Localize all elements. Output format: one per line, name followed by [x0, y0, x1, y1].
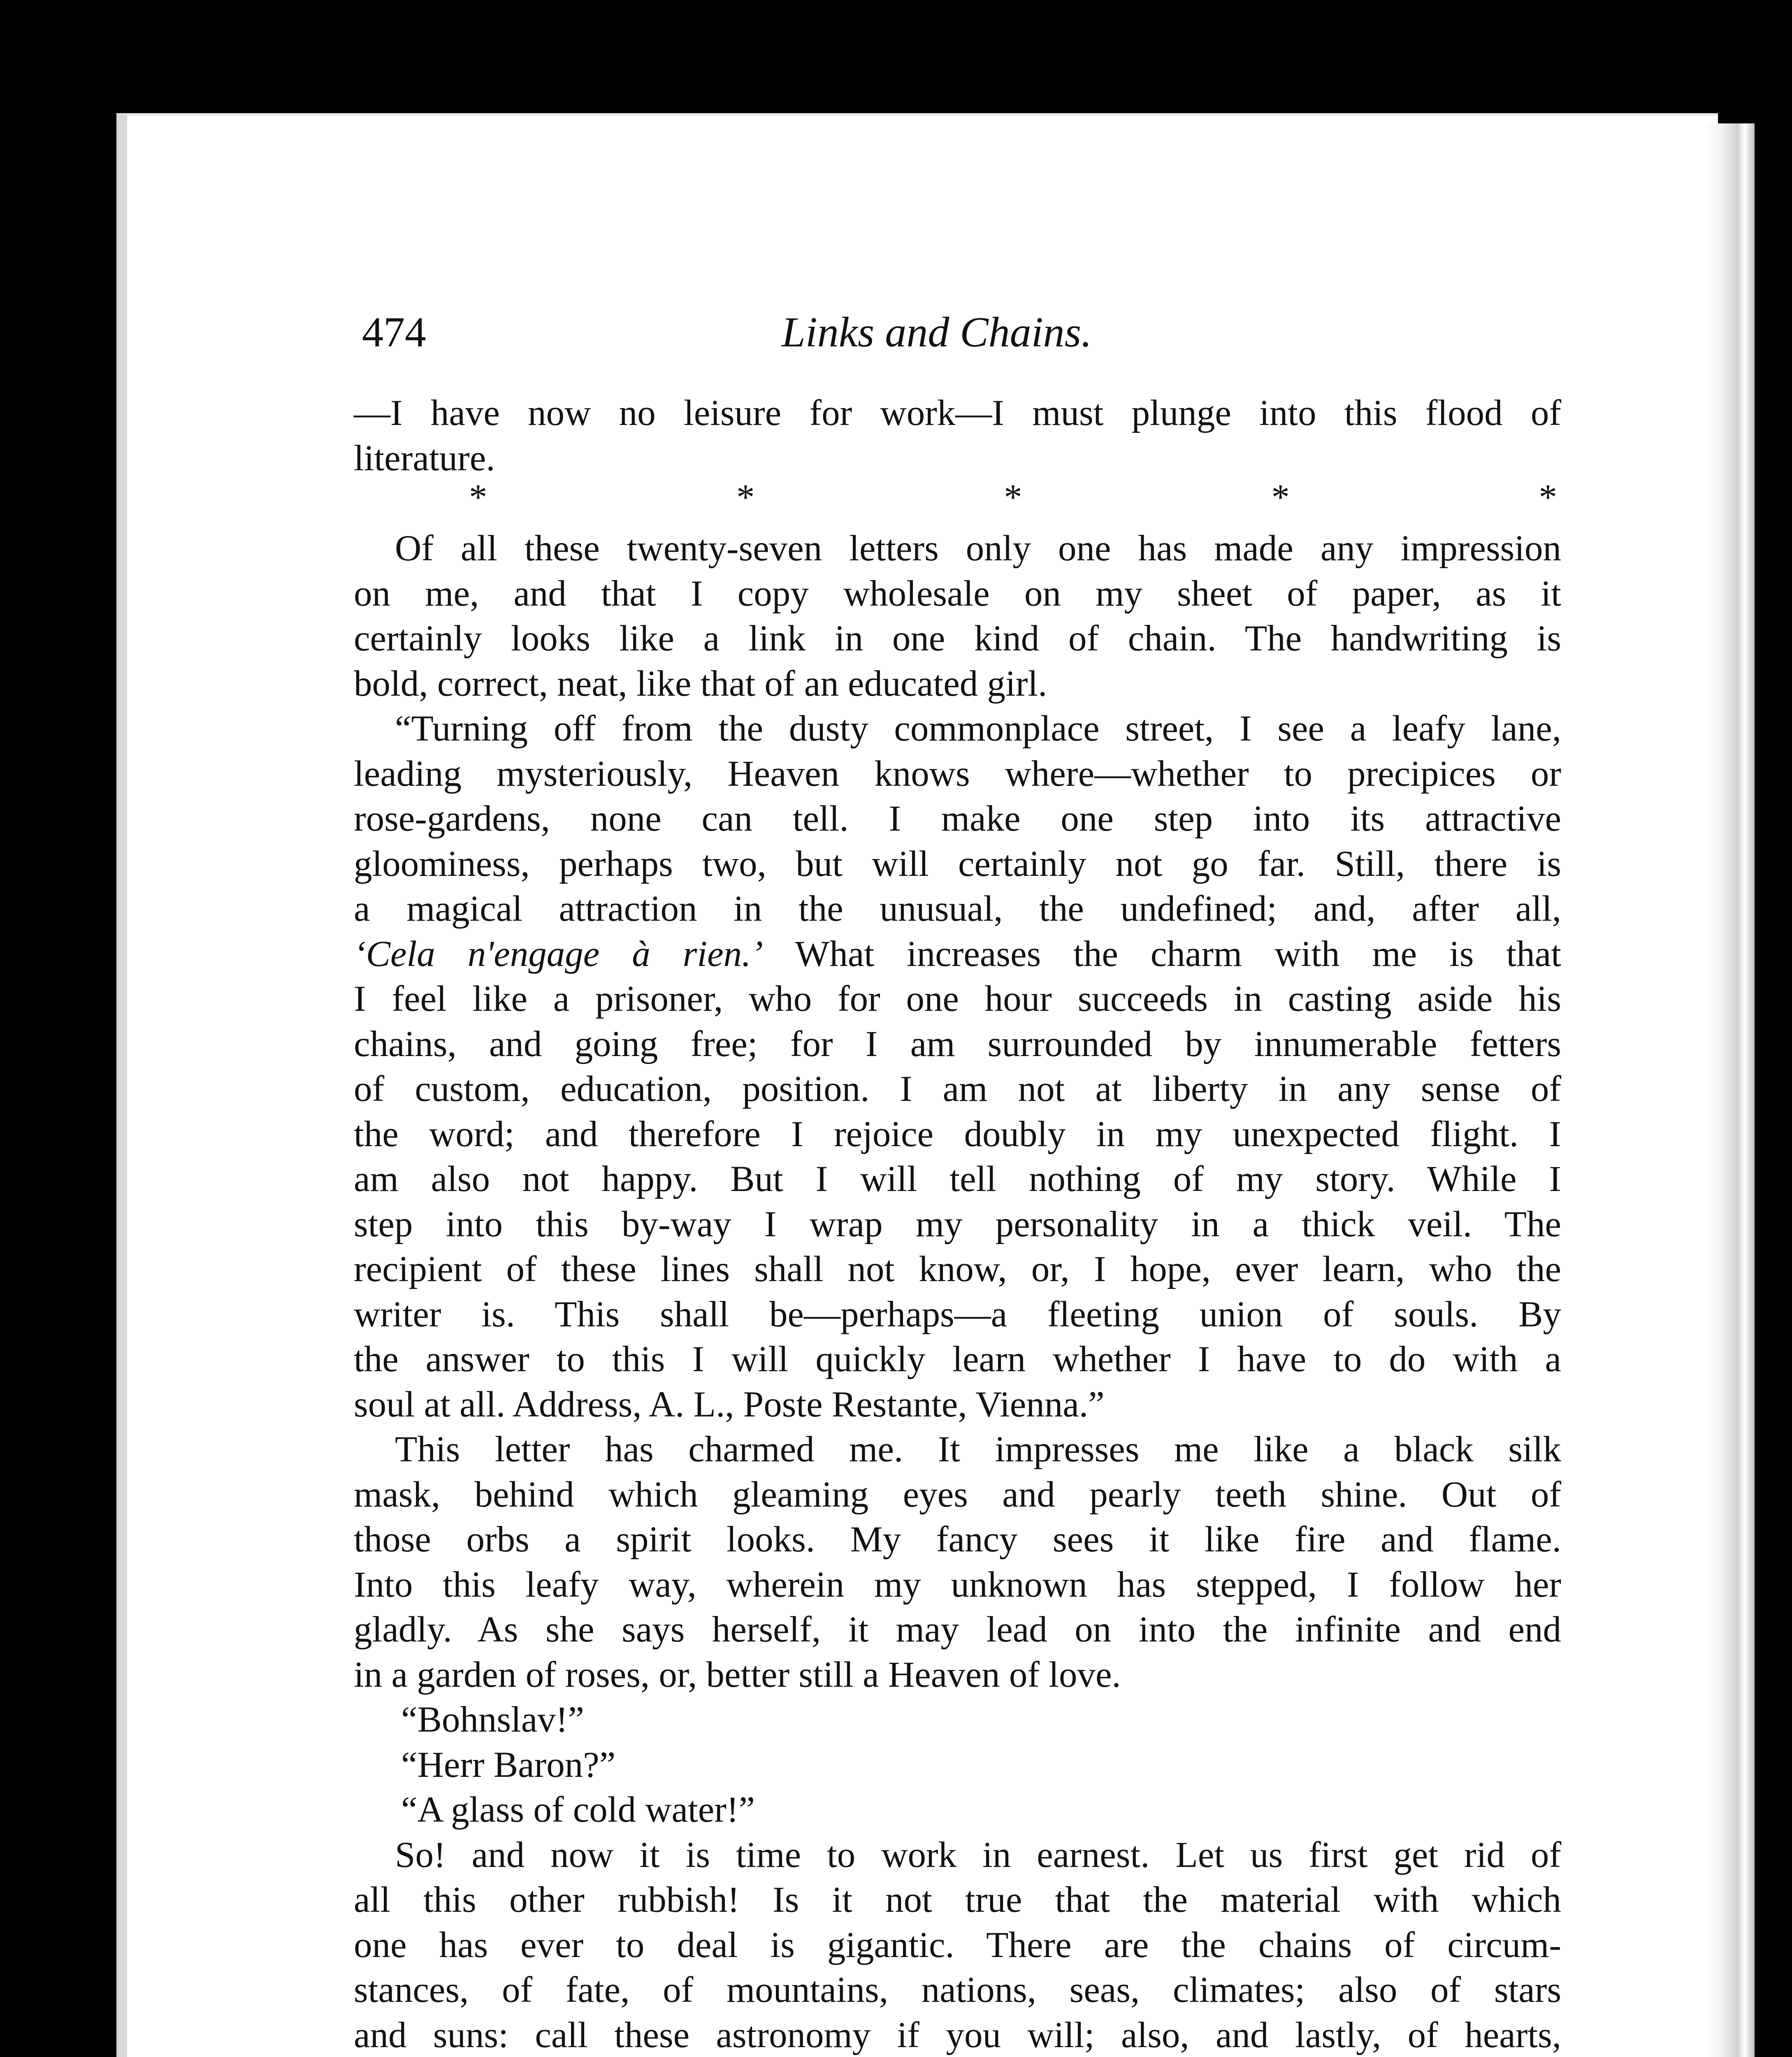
- text-line: writer is. This shall be—perhaps—a fleeting union of souls. By: [354, 1294, 1561, 1335]
- dialogue-line: “Herr Baron?”: [401, 1744, 616, 1785]
- dialogue-line: “Bohnslav!”: [401, 1699, 584, 1740]
- text-line: in a garden of roses, or, better still a Heaven of love.: [354, 1654, 1121, 1695]
- dialogue-line: “A glass of cold water!”: [401, 1790, 755, 1830]
- text-line: gladly. As she says herself, it may lead on into the infinite and end: [354, 1609, 1561, 1650]
- text-line: am also not happy. But I will tell nothing of my story. While I: [354, 1159, 1561, 1199]
- text-line: Of all these twenty-seven letters only one has made any impression: [395, 528, 1561, 569]
- text-line: step into this by-way I wrap my personality in a thick veil. The: [354, 1204, 1561, 1244]
- body-text: [354, 391, 1561, 2057]
- text-line: gloominess, perhaps two, but will certainly not go far. Still, there is: [354, 843, 1561, 884]
- text-line: mask, behind which gleaming eyes and pearly teeth shine. Out of: [354, 1474, 1561, 1515]
- text-line: stances, of fate, of mountains, nations, seas, climates; also of stars: [354, 1970, 1561, 2010]
- asterisk: *: [1539, 477, 1557, 518]
- text-line: Into this leafy way, wherein my unknown has stepped, I follow her: [354, 1564, 1561, 1605]
- text-line: those orbs a spirit looks. My fancy sees it like fire and flame.: [354, 1519, 1561, 1560]
- asterisk: *: [1271, 477, 1290, 518]
- text-line: recipient of these lines shall not know, or, I hope, ever learn, who the: [354, 1249, 1561, 1289]
- italic-phrase: ‘Cela n'engage à rien.’: [354, 933, 763, 974]
- running-title: Links and Chains.: [782, 309, 1092, 356]
- text-line: This letter has charmed me. It impresses me like a black silk: [395, 1429, 1561, 1470]
- text-line: the word; and therefore I rejoice doubly in my unexpected flight. I: [354, 1114, 1561, 1154]
- running-head: [362, 308, 1555, 374]
- text-line: So! and now it is time to work in earnest. Let us first get rid of: [395, 1834, 1561, 1875]
- text-line: the answer to this I will quickly learn whether I have to do with a: [354, 1339, 1561, 1379]
- text-line: all this other rubbish! Is it not true that the material with which: [354, 1880, 1561, 1920]
- text-line: a magical attraction in the unusual, the undefined; and, after all,: [354, 889, 1561, 929]
- text-line: soul at all. Address, A. L., Poste Restante, Vienna.”: [354, 1384, 1105, 1425]
- text-line: rose-gardens, none can tell. I make one step into its attractive: [354, 799, 1561, 839]
- text-line-remainder: What increases the charm with me is that: [795, 933, 1561, 974]
- text-line: —I have now no leisure for work—I must plunge into this flood of: [354, 393, 1561, 433]
- text-line: one has ever to deal is gigantic. There are the chains of circum-: [354, 1925, 1561, 1965]
- text-line: “Turning off from the dusty commonplace street, I see a leafy lane,: [395, 708, 1561, 749]
- text-line: I feel like a prisoner, who for one hour succeeds in casting aside his: [354, 979, 1561, 1019]
- section-break: [354, 477, 1561, 526]
- text-line: bold, correct, neat, like that of an educated girl.: [354, 663, 1047, 704]
- page-number: 474: [362, 309, 426, 356]
- asterisk: *: [736, 477, 755, 518]
- text-line: of custom, education, position. I am not at liberty in any sense of: [354, 1069, 1561, 1109]
- text-line: certainly looks like a link in one kind of chain. The handwriting is: [354, 618, 1561, 659]
- text-line: and suns: call these astronomy if you will; also, and lastly, of hearts,: [354, 2015, 1561, 2055]
- text-line: on me, and that I copy wholesale on my sheet of paper, as it: [354, 573, 1561, 614]
- asterisk: *: [469, 477, 487, 518]
- text-line: literature.: [354, 438, 495, 478]
- text-line: leading mysteriously, Heaven knows where—whether to precipices or: [354, 753, 1561, 794]
- page-edge: [1705, 123, 1755, 2057]
- text-line-with-italic: [354, 932, 1561, 977]
- asterisk: *: [1004, 477, 1022, 518]
- text-line: chains, and going free; for I am surrounded by innumerable fetters: [354, 1024, 1561, 1064]
